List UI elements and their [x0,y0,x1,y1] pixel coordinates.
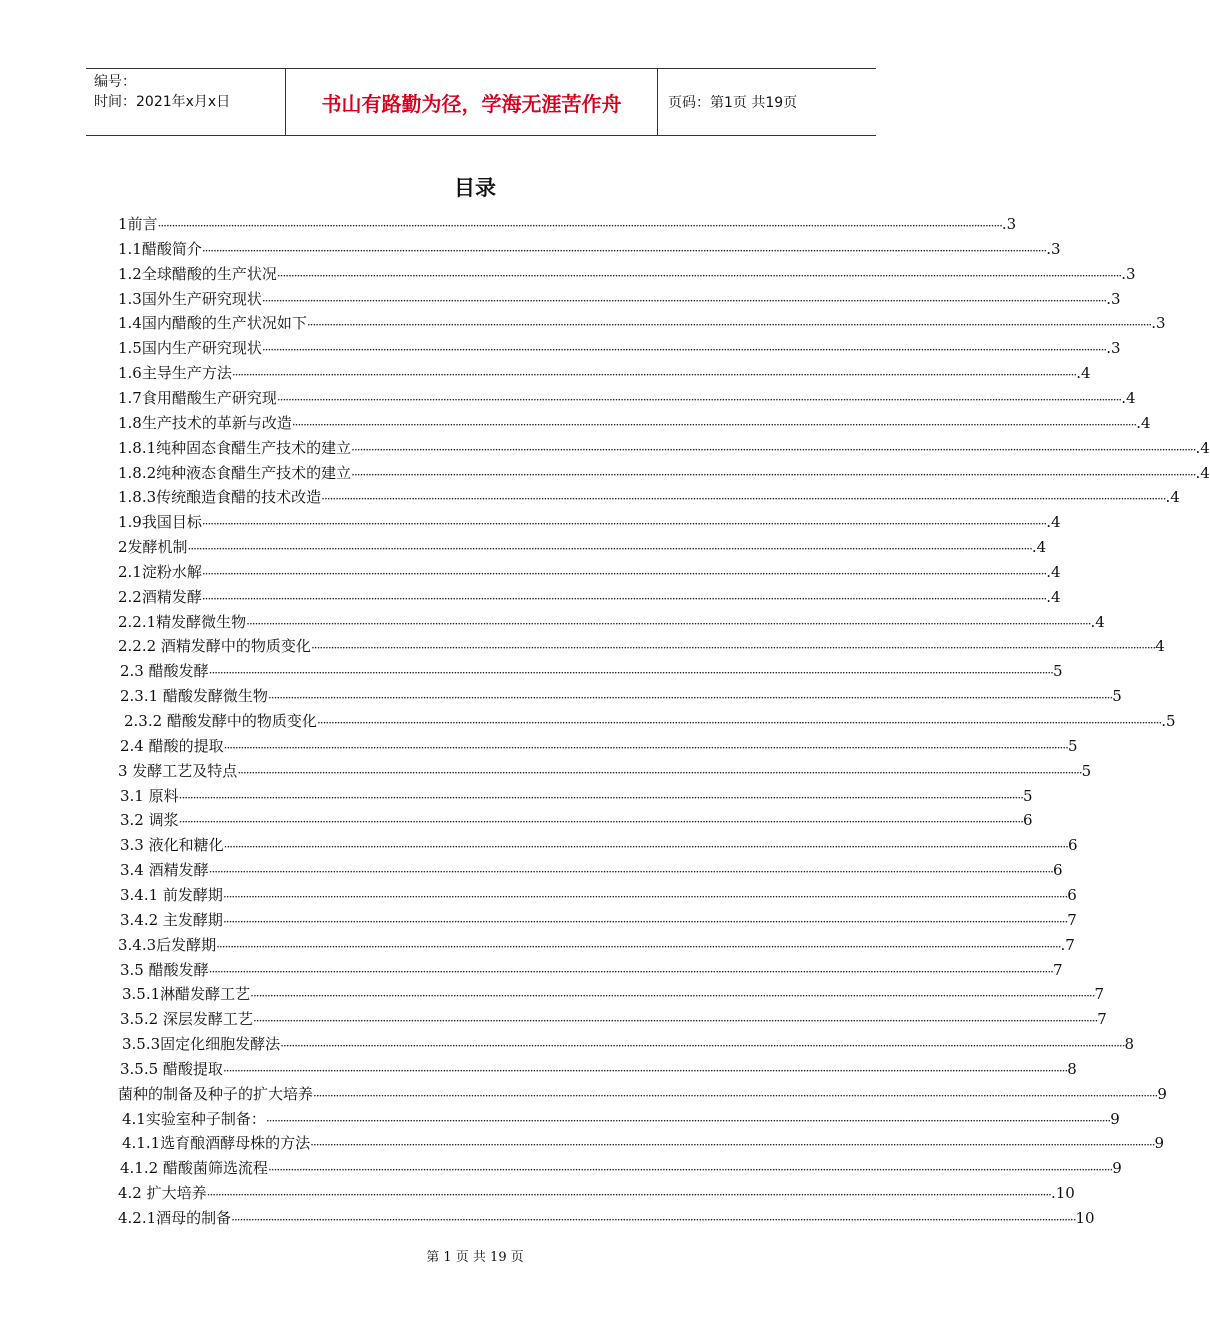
toc-entry-page: .4 [1165,488,1180,507]
header-motto: 书山有路勤为径，学海无涯苦作舟 [286,69,658,135]
toc-entry-page: 9 [1154,1134,1165,1153]
toc-entry-page: .3 [1121,264,1136,283]
toc-entry[interactable] [118,1206,1095,1230]
toc-leader-dots: ············································································································································································································································································································ [222,1063,1068,1078]
toc-entry-page: .4 [1046,587,1061,606]
toc-entry[interactable] [118,1181,1075,1205]
toc-entry-label: 1.2全球醋酸的生产状况 [118,264,277,283]
toc-leader-dots: ············································································································································································································································································································ [157,219,1002,233]
toc-entry-page: .4 [1195,438,1210,457]
toc-entry-page: .3 [1001,215,1017,233]
toc-entry[interactable] [118,262,1136,286]
toc-leader-dots: ············································································································································································································································································································ [291,417,1137,432]
toc-leader-dots: ············································································································································································································································································································ [178,815,1023,830]
toc-entry[interactable] [118,361,1091,385]
toc-entry-page: 7 [1067,910,1077,929]
toc-leader-dots: ············································································································································································································································································································ [208,964,1053,979]
toc-entry[interactable] [120,858,1063,882]
toc-entry-page: .4 [1195,463,1210,482]
toc-leader-dots: ············································································································································································································································································································ [201,517,1047,532]
page-header [86,68,876,136]
toc-leader-dots: ············································································································································································································································································································ [250,989,1095,1004]
toc-entry-page: .5 [1161,712,1176,730]
toc-leader-dots: ············································································································································································································································································································ [208,666,1053,681]
toc-entry-label: 3.4.1 前发酵期 [120,885,223,904]
toc-entry-label: 3.5.2 深层发酵工艺 [120,1010,253,1029]
toc-entry-page: .4 [1046,562,1061,581]
toc-entry[interactable] [118,411,1151,435]
toc-entry-label: 3.2 调浆 [120,811,179,830]
toc-entry-page: 6 [1022,811,1033,830]
toc-entry-page: .4 [1046,513,1061,532]
toc-leader-dots: ············································································································································································································································································································ [246,616,1091,631]
toc-entry-label: 2.2.1精发酵微生物 [118,612,247,631]
toc-entry-page: .4 [1136,413,1151,432]
toc-entry-label: 4.1.2 醋酸菌筛选流程 [120,1159,268,1178]
toc-entry[interactable] [120,734,1078,758]
toc-entry[interactable] [122,982,1105,1006]
toc-entry-page: .4 [1031,538,1047,557]
toc-leader-dots: ············································································································································································································································································································ [276,392,1122,407]
toc-entry-label: 1.8.2纯种液态食醋生产技术的建立 [118,463,352,482]
toc-entry-page: 7 [1052,960,1063,979]
toc-entry-page: 6 [1067,836,1078,855]
toc-leader-dots: ············································································································································································································································································································ [316,716,1162,730]
toc-entry-page: 6 [1052,861,1063,880]
toc-leader-dots: ············································································································································································································································································································ [351,442,1196,457]
toc-leader-dots: ············································································································································································································································································································ [223,840,1068,855]
toc-entry-label: 3.4 酒精发酵 [120,861,209,880]
toc-entry-page: 6 [1067,885,1077,904]
toc-entry[interactable] [120,908,1077,932]
toc-entry[interactable] [120,659,1063,683]
toc-entry-label: 3.5.5 醋酸提取 [120,1059,223,1078]
toc-entry-label: 1.7食用醋酸生产研究现 [118,388,277,407]
toc-entry[interactable] [118,1082,1167,1106]
toc-entry-page: 7 [1097,1010,1107,1029]
toc-leader-dots: ············································································································································································································································································································ [222,914,1068,929]
toc-entry[interactable] [120,1057,1077,1081]
toc-entry[interactable] [118,287,1121,311]
toc-entry[interactable] [120,833,1078,857]
toc-entry-label: 1.4国内醋酸的生产状况如下 [118,314,307,333]
toc-leader-dots: ············································································································································································································································································································ [306,318,1152,333]
toc-leader-dots: ············································································································································································································································································································ [321,492,1166,507]
toc-entry-page: .4 [1076,364,1091,383]
toc-entry[interactable] [120,1156,1122,1180]
toc-entry-page: 9 [1157,1084,1167,1103]
toc-entry-label: 4.2 扩大培养 [118,1184,207,1203]
toc-entry-page: 8 [1124,1035,1135,1054]
toc-entry[interactable] [120,883,1077,907]
toc-entry-page: .3 [1106,339,1121,358]
toc-entry-label: 3.3 液化和糖化 [120,836,224,855]
toc-leader-dots: ············································································································································································································································································································ [351,467,1196,482]
toc-entry[interactable] [122,1107,1120,1131]
toc-leader-dots: ············································································································································································································································································································ [208,865,1053,880]
toc-entry-page: 5 [1022,786,1033,805]
toc-leader-dots: ············································································································································································································································································································ [231,1213,1076,1227]
page-footer: 第 1 页 共 19 页 [426,1250,524,1265]
toc-entry-label: 4.1实验室种子制备： [122,1109,266,1128]
toc-entry-page: 7 [1094,985,1105,1004]
toc-entry[interactable] [120,684,1122,708]
toc-entry-label: 2.1淀粉水解 [118,562,202,581]
toc-entry-page: 5 [1067,736,1078,755]
toc-leader-dots: ············································································································································································································································································································ [222,889,1068,904]
toc-entry-page: .4 [1090,612,1105,631]
toc-entry-label: 2.3.1 醋酸发酵微生物 [120,687,268,706]
toc-leader-dots: ············································································································································································································································································································ [201,566,1047,581]
toc-entry-label: 1.8生产技术的革新与改造 [118,413,292,432]
toc-entry-label: 1.3国外生产研究现状 [118,289,262,308]
header-page-info: 页码：第1页 共19页 [668,95,798,111]
toc-entry-label: 3 发酵工艺及特点 [118,761,238,780]
toc-leader-dots: ············································································································································································································································································································ [261,343,1107,358]
toc-entry-page: 8 [1067,1059,1077,1078]
toc-leader-dots: ············································································································································································································································································································ [187,542,1032,557]
toc-entry-label: 4.1.1选育酿酒酵母株的方法 [122,1134,311,1153]
toc-entry-label: 2.4 醋酸的提取 [120,736,224,755]
toc-entry-label: 3.4.2 主发酵期 [120,910,223,929]
toc-leader-dots: ············································································································································································································································································································ [267,1163,1113,1178]
toc-entry-label: 2发酵机制 [118,538,188,557]
toc-entry-label: 1.5国内生产研究现状 [118,339,262,358]
page-title: 目录 [454,176,496,200]
toc-entry-label: 1前言 [118,215,158,233]
toc-leader-dots: ············································································································································································································································································································ [280,1039,1125,1054]
toc-entry-label: 1.6主导生产方法 [118,364,232,383]
toc-entry-page: .4 [1121,388,1136,407]
toc-entry-page: 9 [1110,1109,1120,1128]
toc-entry-page: .3 [1106,289,1121,308]
toc-leader-dots: ············································································································································································································································································································ [201,243,1047,258]
toc-entry-label: 2.2酒精发酵 [118,587,202,606]
toc-leader-dots: ············································································································································································································································································································ [252,1014,1098,1029]
toc-entry-page: 5 [1052,662,1063,681]
toc-entry[interactable] [124,709,1176,733]
toc-entry[interactable] [120,958,1063,982]
toc-entry[interactable] [118,461,1210,485]
toc-entry-page: 5 [1081,761,1092,780]
toc-entry-label: 1.9我国目标 [118,513,202,532]
toc-entry-label: 1.8.3传统酿造食醋的技术改造 [118,488,322,507]
toc-entry-label: 1.8.1纯种固态食醋生产技术的建立 [118,438,352,457]
toc-leader-dots: ············································································································································································································································································································ [231,368,1077,383]
toc-entry-label: 3.4.3后发酵期 [118,935,217,954]
toc-entry-label: 2.3.2 醋酸发酵中的物质变化 [124,712,317,730]
toc-entry-label: 1.1醋酸简介 [118,239,202,258]
toc-entry[interactable] [120,808,1033,832]
toc-leader-dots: ············································································································································································································································································································ [201,591,1047,606]
toc-entry-page: 5 [1112,687,1122,706]
toc-leader-dots: ············································································································································································································································································································ [178,790,1023,805]
toc-entry[interactable] [118,634,1165,658]
toc-entry-page: .7 [1060,935,1075,954]
toc-entry-label: 2.2.2 酒精发酵中的物质变化 [118,637,311,656]
toc-entry-page: .10 [1050,1184,1075,1203]
toc-entry-label: 3.5.3固定化细胞发酵法 [122,1035,281,1054]
toc-leader-dots: ············································································································································································································································································································ [265,1113,1111,1128]
toc-entry-label: 3.5.1淋醋发酵工艺 [122,985,251,1004]
code-label: 编号： [94,74,136,90]
toc-entry-page: 10 [1075,1209,1095,1227]
toc-entry[interactable] [118,212,1017,236]
toc-entry[interactable] [118,336,1121,360]
toc-entry[interactable] [118,535,1047,559]
toc-entry[interactable] [122,1131,1165,1155]
toc-entry[interactable] [120,784,1033,808]
toc-leader-dots: ············································································································································································································································································································ [206,1188,1051,1203]
toc-leader-dots: ············································································································································································································································································································ [223,740,1068,755]
toc-entry[interactable] [120,1007,1107,1031]
toc-entry[interactable] [118,237,1061,261]
toc-entry[interactable] [118,933,1075,957]
toc-entry[interactable] [118,436,1210,460]
toc-entry-label: 2.3 醋酸发酵 [120,662,209,681]
toc-entry[interactable] [118,585,1061,609]
toc-leader-dots: ············································································································································································································································································································ [310,641,1156,656]
toc-entry[interactable] [118,386,1136,410]
toc-leader-dots: ············································································································································································································································································································ [313,1088,1158,1103]
toc-entry[interactable] [118,759,1092,783]
toc-leader-dots: ············································································································································································································································································································ [276,268,1122,283]
header-meta [86,69,286,135]
toc-entry[interactable] [118,610,1105,634]
toc-entry[interactable] [118,485,1180,509]
toc-entry[interactable] [118,560,1061,584]
toc-entry-page: 9 [1112,1159,1122,1178]
toc-entry-page: .3 [1046,239,1061,258]
toc-leader-dots: ············································································································································································································································································································ [216,939,1061,954]
toc-entry[interactable] [118,311,1166,335]
toc-leader-dots: ············································································································································································································································································································ [261,293,1107,308]
toc-entry-label: 3.1 原料 [120,786,179,805]
time-label: 时间：2021年x月x日 [94,94,231,110]
toc-entry-label: 3.5 醋酸发酵 [120,960,209,979]
toc-leader-dots: ············································································································································································································································································································ [310,1138,1155,1153]
toc-leader-dots: ············································································································································································································································································································ [267,691,1113,706]
toc-entry-label: 菌种的制备及种子的扩大培养 [118,1084,314,1103]
toc-entry[interactable] [122,1032,1135,1056]
toc-entry-page: 4 [1155,637,1165,656]
toc-entry-page: .3 [1151,314,1166,333]
toc-entry-label: 4.2.1酒母的制备 [118,1209,232,1227]
toc-leader-dots: ············································································································································································································································································································ [237,765,1082,780]
toc-entry[interactable] [118,510,1061,534]
